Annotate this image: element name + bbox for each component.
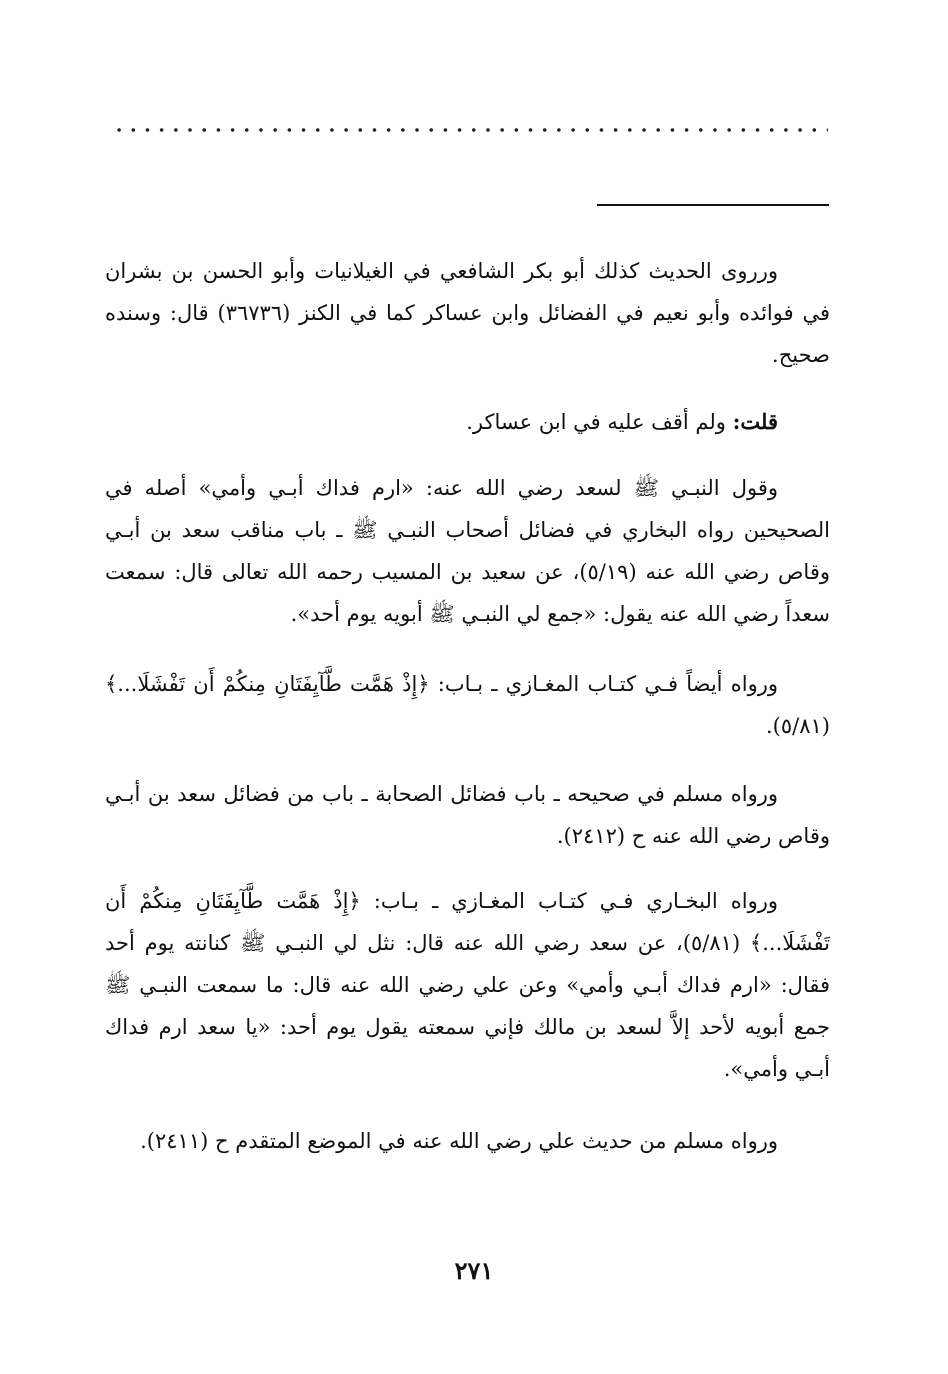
paragraph-bukhari-maghazi xyxy=(105,880,830,1090)
footnote-rule xyxy=(597,204,829,206)
dotted-separator xyxy=(112,126,828,134)
paragraph-text: ورواه مسلم من حديث علي رضي الله عنه في الموضع المتقدم ح (٢٤١١). xyxy=(140,1129,778,1153)
paragraph-maghazi xyxy=(105,663,830,747)
page-number: ٢٧١ xyxy=(454,1256,494,1285)
paragraph-text: ورواه البخـاري فـي كتـاب المغـازي ـ بـاب: ﴿إِذْ هَمَّت طَّآيِفَتَانِ مِنكُمْ أَن تَفْشَلَا...﴾ (٥/٨١)، عن سعد رضي الله عنه قال: نثل لي النبـي ﷺ كنانته يوم أحد فقال: «ارم فداك أبـي وأمي» وعن علي رضي الله عنه قال: ما سمعت النبـي ﷺ جمع أبويه لأحد إلاَّ لسعد بن مالك فإني سمعته يقول يوم أحد: «يا سعد ارم فداك أبـي وأمي». xyxy=(105,889,830,1081)
paragraph-muslim-ali xyxy=(105,1120,830,1162)
paragraph-text: ورواه أيضاً فـي كتـاب المغـازي ـ بـاب: ﴿إِذْ هَمَّت طَّآيِفَتَانِ مِنكُمْ أَن تَفْشَلَا...﴾ (٥/٨١). xyxy=(105,672,830,738)
paragraph-hadith-sources xyxy=(105,250,830,376)
paragraph-sahihayn xyxy=(105,467,830,635)
paragraph-muslim xyxy=(105,773,830,857)
paragraph-text: ورروى الحديث كذلك أبو بكر الشافعي في الغيلانيات وأبو الحسن بن بشران في فوائده وأبو نعيم في الفضائل وابن عساكر كما في الكنز (٣٦٧٣٦) قال: وسنده صحيح. xyxy=(105,259,830,367)
paragraph-text: وقول النبـي ﷺ لسعد رضي الله عنه: «ارم فداك أبـي وأمي» أصله في الصحيحين رواه البخاري في فضائل أصحاب النبـي ﷺ ـ باب مناقب سعد بن أبـي وقاص رضي الله عنه (٥/١٩)، عن سعيد بن المسيب رحمه الله تعالى قال: سمعت سعداً رضي الله عنه يقول: «جمع لي النبـي ﷺ أبويه يوم أحد». xyxy=(105,476,830,626)
paragraph-note xyxy=(105,401,830,443)
paragraph-text: ورواه مسلم في صحيحه ـ باب فضائل الصحابة ـ باب من فضائل سعد بن أبـي وقاص رضي الله عنه ح (٢٤١٢). xyxy=(105,782,830,848)
note-text: ولم أقف عليه في ابن عساكر. xyxy=(466,410,733,434)
note-label: قلت: xyxy=(732,409,778,434)
